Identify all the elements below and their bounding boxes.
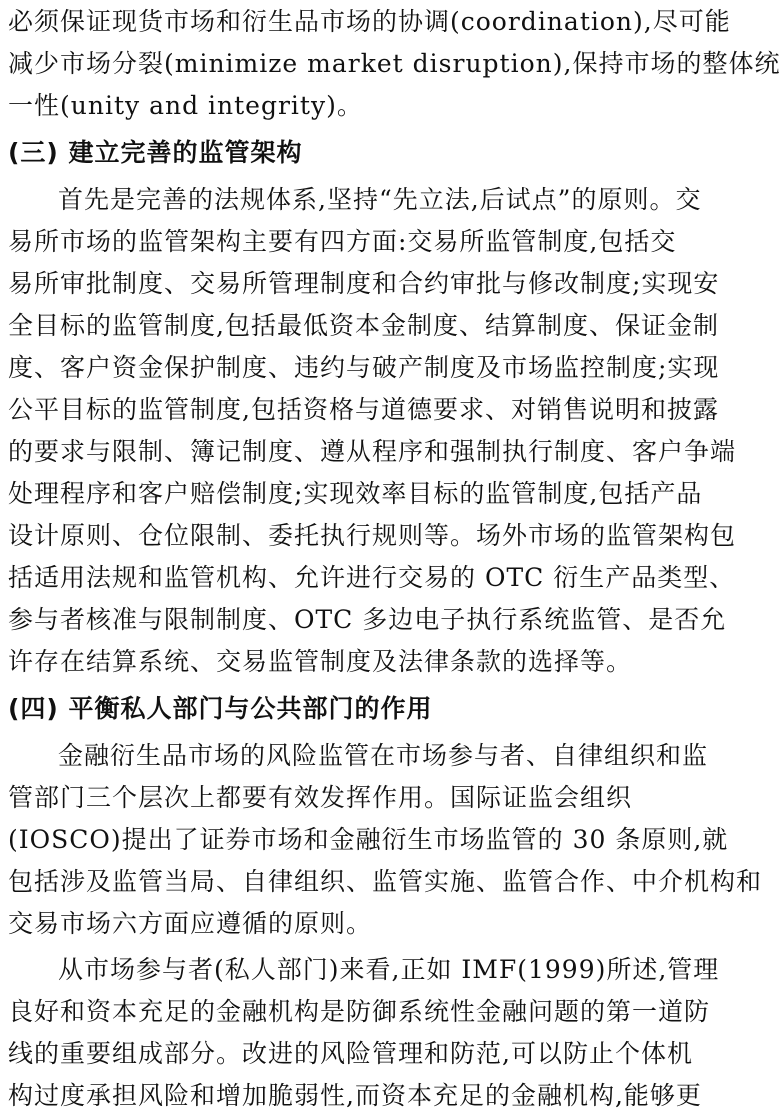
section-3-heading: (三) 建立完善的监管架构 — [8, 138, 303, 167]
section-3-para-line-11: 参与者核准与限制制度、OTC 多边电子执行系统监管、是否允 — [8, 605, 727, 634]
section-3-para-line-8: 处理程序和客户赔偿制度;实现效率目标的监管制度,包括产品 — [8, 479, 703, 508]
section-4-para2-line-2: 良好和资本充足的金融机构是防御系统性金融问题的第一道防 — [8, 997, 711, 1026]
section-4-para2-line-4: 构过度承担风险和增加脆弱性,而资本充足的金融机构,能够更 — [8, 1081, 702, 1110]
section-3-para-line-9: 设计原则、仓位限制、委托执行规则等。场外市场的监管架构包 — [8, 521, 737, 550]
section-3-para-line-6: 公平目标的监管制度,包括资格与道德要求、对销售说明和披露 — [8, 395, 719, 424]
section-3-para-line-5: 度、客户资金保护制度、违约与破产制度及市场监控制度;实现 — [8, 353, 720, 382]
intro-line-2: 减少市场分裂(minimize market disruption),保持市场的整体统 — [8, 49, 780, 78]
intro-line-1: 必须保证现货市场和衍生品市场的协调(coordination),尽可能 — [8, 7, 731, 36]
section-4-heading: (四) 平衡私人部门与公共部门的作用 — [8, 694, 433, 723]
intro-line-3: 一性(unity and integrity)。 — [8, 91, 363, 120]
section-4-para1-line-4: 包括涉及监管当局、自律组织、监管实施、监管合作、中介机构和 — [8, 867, 763, 896]
section-3-para-line-10: 括适用法规和监管机构、允许进行交易的 OTC 衍生产品类型、 — [8, 563, 736, 592]
section-3-para-line-1: 首先是完善的法规体系,坚持“先立法,后试点”的原则。交 — [58, 185, 702, 214]
section-3-para-line-12: 许存在结算系统、交易监管制度及法律条款的选择等。 — [8, 647, 633, 676]
section-3-para-line-3: 易所审批制度、交易所管理制度和合约审批与修改制度;实现安 — [8, 269, 720, 298]
section-4-para2-line-3: 线的重要组成部分。改进的风险管理和防范,可以防止个体机 — [8, 1039, 693, 1068]
section-3-para-line-2: 易所市场的监管架构主要有四方面:交易所监管制度,包括交 — [8, 227, 677, 256]
section-4-para1-line-2: 管部门三个层次上都要有效发挥作用。国际证监会组织 — [8, 783, 633, 812]
section-4-para1-line-5: 交易市场六方面应遵循的原则。 — [8, 909, 373, 938]
section-4-para1-line-1: 金融衍生品市场的风险监管在市场参与者、自律组织和监 — [58, 741, 709, 770]
section-3-para-line-7: 的要求与限制、簿记制度、遵从程序和强制执行制度、客户争端 — [8, 437, 737, 466]
section-4-para1-line-3: (IOSCO)提出了证券市场和金融衍生市场监管的 30 条原则,就 — [8, 825, 729, 854]
section-3-para-line-4: 全目标的监管制度,包括最低资本金制度、结算制度、保证金制 — [8, 311, 719, 340]
section-4-para2-line-1: 从市场参与者(私人部门)来看,正如 IMF(1999)所述,管理 — [58, 955, 720, 984]
